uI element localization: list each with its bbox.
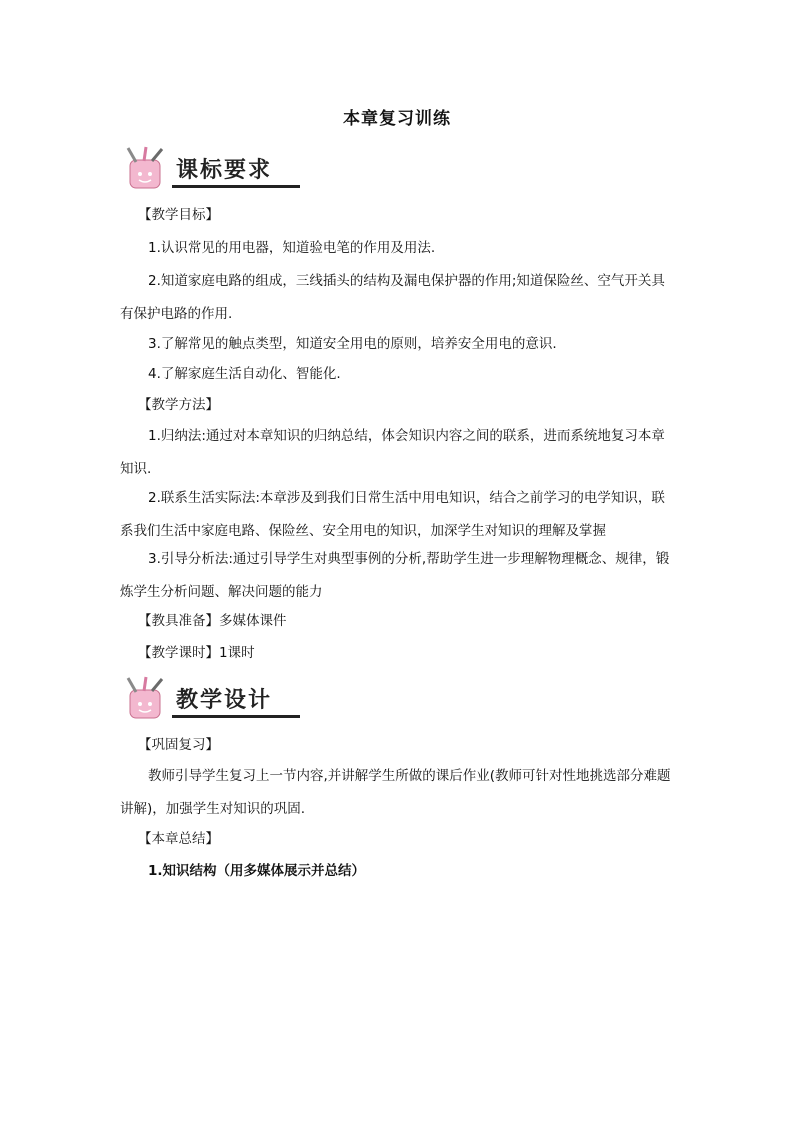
banner-label: 教学设计 [176,688,273,713]
paragraph: 2.联系生活实际法:本章涉及到我们日常生活中用电知识，结合之前学习的电学知识，联系我们生活中家庭电路、保险丝、安全用电的知识，加深学生对知识的理解及掌握 [120,490,665,539]
section-heading: 【教学方法】 [138,397,219,413]
banner-underline [172,185,300,188]
paragraph: 教师引导学生复习上一节内容,并讲解学生所做的课后作业(教师可针对性地挑选部分难题讲解)，加强学生对知识的巩固. [120,768,671,817]
section-heading: 【教学目标】 [138,207,219,223]
hours-line: 【教学课时】1课时 [138,645,255,661]
section-heading: 【巩固复习】 [138,737,219,753]
pen-holder-icon [120,146,176,192]
section-heading: 【本章总结】 [138,831,219,847]
summary-item: 1.知识结构（用多媒体展示并总结） [148,863,366,879]
paragraph: 3.了解常见的触点类型，知道安全用电的原则，培养安全用电的意识. [148,336,557,352]
paragraph: 2.知道家庭电路的组成，三线插头的结构及漏电保护器的作用;知道保险丝、空气开关具有保护电路的作用. [120,273,665,322]
banner-label: 课标要求 [176,158,273,183]
paragraph: 4.了解家庭生活自动化、智能化. [148,366,341,382]
section-banner-standards [120,146,300,192]
paragraph: 1.认识常见的用电器，知道验电笔的作用及用法. [148,240,436,256]
section-banner-design [120,676,300,722]
banner-underline [172,715,300,718]
page-title: 本章复习训练 [343,109,451,129]
paragraph: 3.引导分析法:通过引导学生对典型事例的分析,帮助学生进一步理解物理概念、规律，锻炼学生分析问题、解决问题的能力 [120,551,670,600]
paragraph: 1.归纳法:通过对本章知识的归纳总结，体会知识内容之间的联系，进而系统地复习本章知识. [120,428,665,477]
tools-line: 【教具准备】多媒体课件 [138,613,287,629]
pen-holder-icon [120,676,176,722]
